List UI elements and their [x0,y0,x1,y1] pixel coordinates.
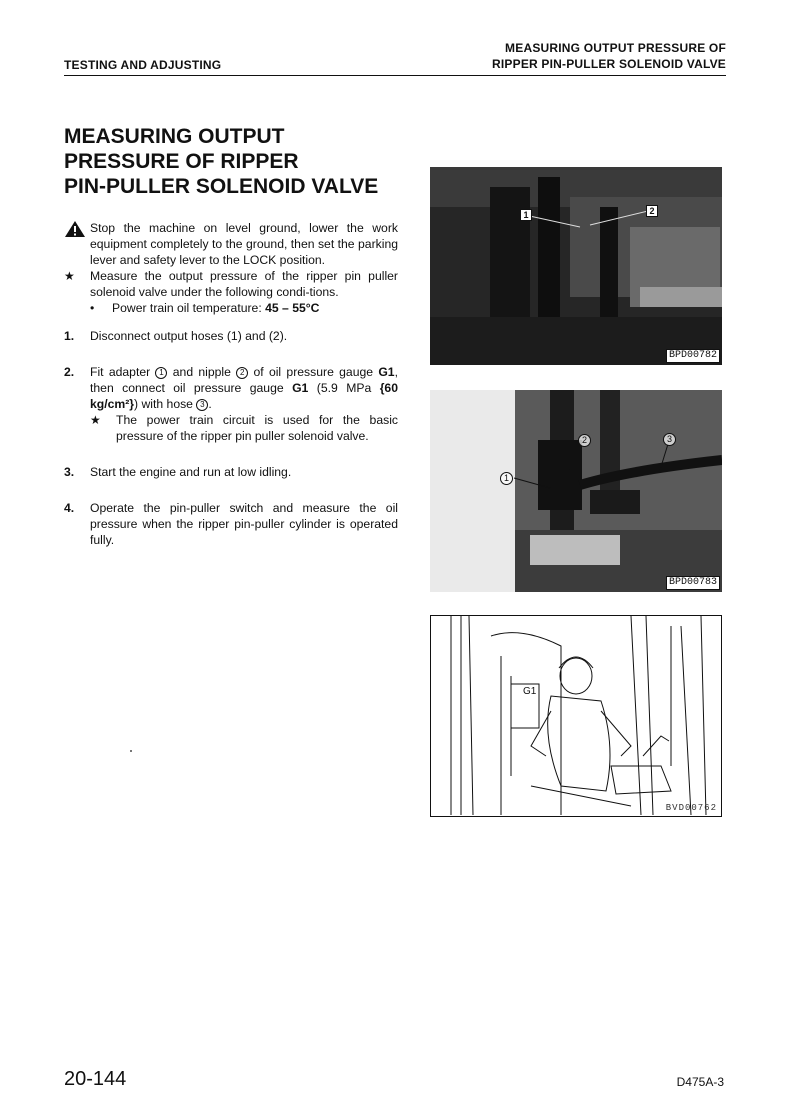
note-text: Measure the output pressure of the ripper pin puller solenoid valve under the following condi-tions. [90,269,398,299]
step-text: (5.9 MPa [308,381,380,395]
step-number: 1. [64,329,75,343]
note-paragraph [64,268,398,300]
step-number: 3. [64,465,75,479]
header-topic-title [492,40,726,72]
figure-label: BPD00782 [666,349,720,363]
step-number: 4. [64,501,75,515]
callout-adapter-1: 1 [500,472,513,485]
procedure-text [64,220,398,548]
title-line2: PRESSURE OF RIPPER [64,150,299,173]
header-section-title: TESTING AND ADJUSTING [64,58,222,72]
page-number: 20-144 [64,1068,127,1090]
figure-label: BVD00762 [665,803,717,813]
step-text: Disconnect output hoses (1) and (2). [90,329,288,343]
bullet-mark: • [90,301,95,315]
step-text: of oil pressure gauge [248,365,379,379]
title-line3: PIN-PULLER SOLENOID VALVE [64,175,379,198]
note-text: The power train circuit is used for the basic pressure of the ripper pin puller solenoid valve. [116,413,398,443]
header-topic-line2: RIPPER PIN-PULLER SOLENOID VALVE [492,57,726,71]
step-number: 2. [64,365,75,379]
callout-hose-1: 1 [520,209,532,221]
step-2 [64,364,398,412]
step-text: Fit adapter [90,365,156,379]
step-text: ) with hose [134,397,197,411]
star-mark: ★ [64,269,75,283]
callout-hose-2: 2 [646,205,658,217]
stray-dot [130,750,132,752]
figure-output-hoses-photo [430,167,722,365]
model-number: D475A-3 [676,1075,724,1089]
warning-triangle-icon [64,220,86,238]
circled-number: 1 [155,367,167,379]
condition-value: 45 – 55°C [265,301,320,315]
figure-adapter-photo [430,390,722,592]
step-3 [64,464,398,480]
title-line1: MEASURING OUTPUT [64,125,285,148]
warning-text: Stop the machine on level ground, lower the work equipment completely to the ground, then set the parking lever and safety lever to the LOCK position. [90,221,398,267]
step-text: Operate the pin-puller switch and measure the oil pressure when the ripper pin-puller cylinder is operated fully. [90,501,398,547]
pressure-value: {60 kg/cm²} [90,381,398,411]
condition-item [64,300,398,316]
condition-label: Power train oil temperature: [112,301,266,315]
step-text: . [208,397,212,411]
star-mark: ★ [90,413,101,427]
figure-label: BPD00783 [666,576,720,590]
figure-operator-illustration [430,615,722,817]
callout-nipple-2: 2 [578,434,591,447]
adapter-photo-image [430,390,722,592]
gauge-ref: G1 [292,381,309,395]
warning-paragraph [64,220,398,268]
callout-hose-3: 3 [663,433,676,446]
step-text: , then connect oil pressure gauge [90,365,398,395]
operator-cab-drawing [431,616,720,815]
step-4 [64,500,398,548]
page-title [64,124,404,199]
page-header [64,40,726,76]
header-topic-line1: MEASURING OUTPUT PRESSURE OF [505,41,726,55]
circled-number: 3 [196,399,208,411]
step-1 [64,328,398,344]
gauge-ref: G1 [378,365,395,379]
gauge-label-g1: G1 [523,686,537,697]
circled-number: 2 [236,367,248,379]
hoses-photo-image [430,167,722,365]
step-text: and nipple [167,365,237,379]
step-text: Start the engine and run at low idling. [90,465,292,479]
step-2-note [64,412,398,444]
